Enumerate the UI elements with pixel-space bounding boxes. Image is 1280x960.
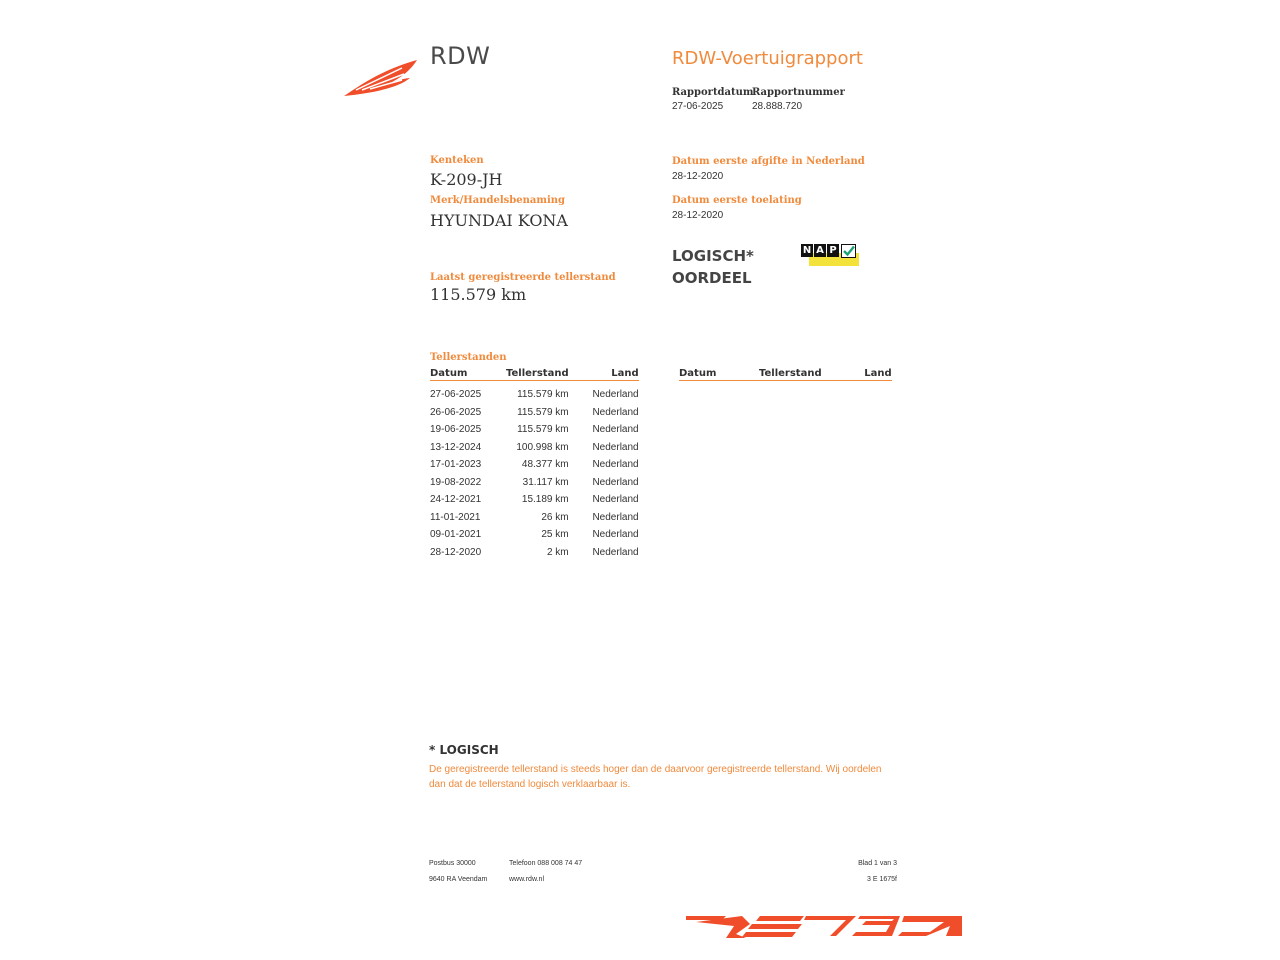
cell-tellerstand: 115.579 km — [517, 406, 569, 418]
merk-value: HYUNDAI KONA — [430, 211, 568, 230]
tellerstand-value: 115.579 km — [430, 285, 527, 304]
cell-tellerstand: 100.998 km — [516, 441, 569, 453]
tellerstanden-table-left — [430, 367, 639, 561]
rapportdatum-label: Rapportdatum — [672, 87, 754, 98]
cell-tellerstand: 15.189 km — [521, 494, 569, 506]
rapportnummer-label: Rapportnummer — [752, 87, 845, 98]
rdw-logo-icon — [342, 56, 422, 100]
col-datum: Datum — [430, 367, 506, 381]
footer-page: Blad 1 van 3 — [858, 860, 897, 867]
check-icon — [841, 244, 857, 259]
cell-tellerstand: 115.579 km — [517, 424, 569, 436]
judgement-line2: OORDEEL — [672, 269, 752, 287]
col-tellerstand: Tellerstand — [759, 367, 822, 379]
col-land: Land — [569, 367, 639, 381]
cell-land: Nederland — [592, 424, 639, 436]
cell-datum: 27-06-2025 — [430, 389, 482, 401]
table-row — [430, 456, 639, 474]
nap-letter-n: N — [802, 245, 812, 256]
rdw-stripe-logo-icon — [686, 912, 962, 938]
cell-tellerstand: 26 km — [541, 511, 569, 523]
table-row — [430, 386, 639, 404]
nap-letter-a: A — [814, 244, 826, 257]
toelating-label: Datum eerste toelating — [672, 195, 802, 206]
cell-datum: 24-12-2021 — [430, 494, 482, 506]
cell-datum: 26-06-2025 — [430, 406, 482, 418]
cell-land: Nederland — [592, 389, 639, 401]
cell-datum: 11-01-2021 — [430, 511, 481, 523]
footer-telefoon: Telefoon 088 008 74 47 — [509, 860, 583, 867]
cell-land: Nederland — [592, 476, 639, 488]
cell-datum: 09-01-2021 — [430, 529, 482, 541]
cell-datum: 19-06-2025 — [430, 424, 482, 436]
cell-land: Nederland — [592, 459, 639, 471]
afgifte-value: 28-12-2020 — [672, 171, 724, 182]
tellerstanden-table-right — [679, 367, 892, 381]
table-row — [430, 491, 639, 509]
rapportnummer-value: 28.888.720 — [752, 101, 803, 112]
table-row — [430, 509, 639, 527]
cell-datum: 19-08-2022 — [430, 476, 482, 488]
table-row — [430, 404, 639, 422]
nap-letter-p: P — [827, 244, 839, 257]
cell-datum: 17-01-2023 — [430, 459, 482, 471]
note-title: * LOGISCH — [429, 743, 499, 757]
cell-tellerstand: 48.377 km — [521, 459, 569, 471]
table-header-row — [430, 367, 639, 381]
cell-land: Nederland — [592, 406, 639, 418]
cell-land: Nederland — [592, 546, 639, 558]
cell-tellerstand: 25 km — [541, 529, 569, 541]
cell-land: Nederland — [592, 529, 639, 541]
org-name: RDW — [430, 42, 491, 70]
cell-tellerstand: 115.579 km — [517, 389, 569, 401]
afgifte-label: Datum eerste afgifte in Nederland — [672, 156, 865, 167]
col-land: Land — [822, 367, 892, 381]
kenteken-value: K-209-JH — [430, 170, 503, 189]
cell-land: Nederland — [592, 441, 639, 453]
cell-datum: 13-12-2024 — [430, 441, 482, 453]
table-row — [430, 474, 639, 492]
judgement-line1: LOGISCH* — [672, 247, 754, 265]
table-row — [430, 439, 639, 457]
kenteken-label: Kenteken — [430, 155, 484, 166]
rapportdatum-value: 27-06-2025 — [672, 101, 724, 112]
toelating-value: 28-12-2020 — [672, 210, 724, 221]
report-title: RDW-Voertuigrapport — [672, 48, 863, 69]
col-datum: Datum — [679, 367, 759, 381]
table-row — [430, 544, 639, 562]
cell-tellerstand: 2 km — [546, 546, 569, 558]
cell-datum: 28-12-2020 — [430, 546, 482, 558]
tellerstanden-label: Tellerstanden — [430, 352, 507, 363]
note-text: De geregistreerde tellerstand is steeds hoger dan de daarvoor geregistreerde tellerstand. Wij oordelen dan dat de tellerstand logisch verklaarbaar is. — [429, 764, 882, 790]
cell-land: Nederland — [592, 494, 639, 506]
footer-website[interactable]: www.rdw.nl — [509, 876, 545, 883]
merk-label: Merk/Handelsbenaming — [430, 195, 566, 206]
nap-badge — [801, 244, 859, 266]
cell-tellerstand: 31.117 km — [522, 476, 569, 488]
table-row — [430, 421, 639, 439]
footer-code: 3 E 1675f — [867, 876, 897, 883]
cell-land: Nederland — [592, 511, 639, 523]
table-row — [430, 526, 639, 544]
footer-address: 9640 RA Veendam — [429, 876, 488, 883]
tellerstand-label: Laatst geregistreerde tellerstand — [430, 272, 616, 283]
col-tellerstand: Tellerstand — [506, 367, 569, 379]
footer-postbus: Postbus 30000 — [429, 860, 476, 867]
nap-letters — [801, 244, 839, 257]
table-header-row — [679, 367, 892, 381]
